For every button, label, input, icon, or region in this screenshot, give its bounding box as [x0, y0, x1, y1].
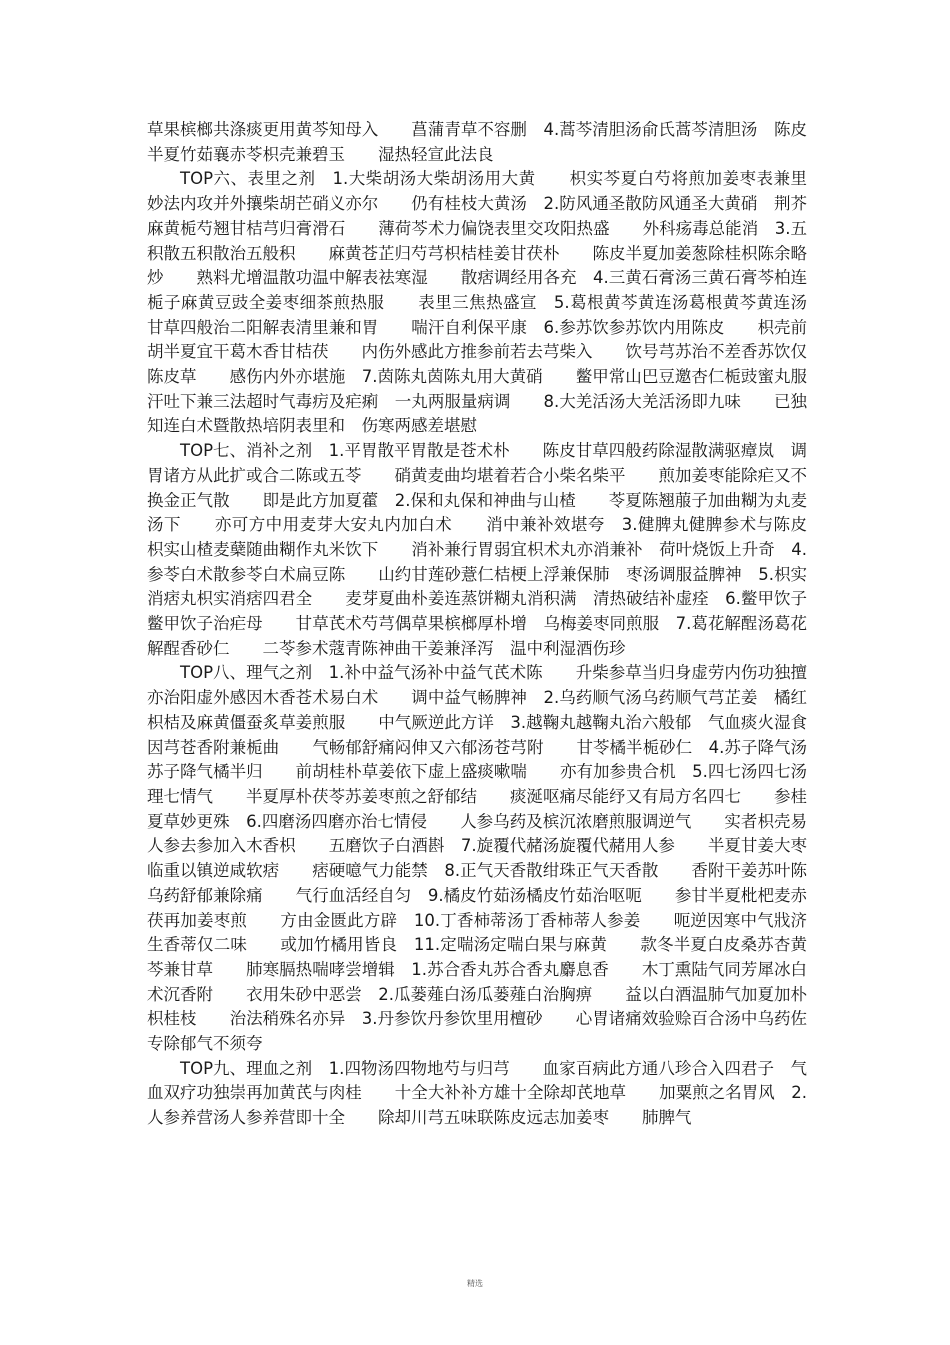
paragraph: TOP六、表里之剂 1.大柴胡汤大柴胡汤用大黄 枳实芩夏白芍将煎加姜枣表兼里 妙法内攻并外攘柴胡芒硝义亦尔 仍有桂枝大黄汤 2.防风通圣散防风通圣大黄硝 荆芥麻黄栀芍翘甘桔芎归膏滑石 薄荷芩术力偏饶表里交攻阳热盛 外科疡毒总能消 3.五积散五积散治五般积 麻黄苍芷归芍芎枳桔桂姜甘茯朴 陈皮半夏加姜葱除桂枳陈余略炒 熟料尤增温散功温中解表祛寒湿 散痞调经用各充 4.三黄石膏汤三黄石膏芩柏连 栀子麻黄豆豉全姜枣细茶煎热服 表里三焦热盛宣 5.葛根黄芩黄连汤葛根黄芩黄连汤 甘草四般治二阳解表清里兼和胃 喘汗自利保平康 6.参苏饮参苏饮内用陈皮 枳壳前胡半夏宜干葛木香甘桔茯 内伤外感此方推参前若去芎柴入 饮号芎苏治不差香苏饮仅陈皮草 感伤内外亦堪施 7.茵陈丸茵陈丸用大黄硝 鳖甲常山巴豆邀杏仁栀豉蜜丸服 汗吐下兼三法超时气毒疠及疟痢 一丸两服量病调 8.大羌活汤大羌活汤即九味 已独知连白术暨散热培阴表里和 伤寒两感差堪慰	[147, 169, 840, 436]
paragraph: TOP八、理气之剂 1.补中益气汤补中益气芪术陈 升柴参草当归身虚劳内伤功独擅 亦治阳虚外感因木香苍术易白术 调中益气畅脾神 2.乌药顺气汤乌药顺气芎芷姜 橘红枳桔及麻黄僵蚕炙草姜煎服 中气厥逆此方详 3.越鞠丸越鞠丸治六般郁 气血痰火湿食因芎苍香附兼栀曲 气畅郁舒痛闷伸又六郁汤苍芎附 甘苓橘半栀砂仁 4.苏子降气汤苏子降气橘半归 前胡桂朴草姜依下虚上盛痰嗽喘 亦有加参贵合机 5.四七汤四七汤理七情气 半夏厚朴茯苓苏姜枣煎之舒郁结 痰涎呕痛尽能纾又有局方名四七 参桂夏草妙更殊 6.四磨汤四磨亦治七情侵 人参乌药及槟沉浓磨煎服调逆气 实者枳壳易人参去参加入木香枳 五磨饮子白酒斟 7.旋覆代赭汤旋覆代赭用人参 半夏甘姜大枣临重以镇逆咸软痞 痞硬噫气力能禁 8.正气天香散绀珠正气天香散 香附干姜苏叶陈乌药舒郁兼除痛 气行血活经自匀 9.橘皮竹茹汤橘皮竹茹治呕呃 参甘半夏枇杷麦赤茯再加姜枣煎 方由金匮此方辟 10.丁香柿蒂汤丁香柿蒂人参姜 呃逆因寒中气戕济生香蒂仅二味 或加竹橘用皆良 11.定喘汤定喘白果与麻黄 款冬半夏白皮桑苏杏黄芩兼甘草 肺寒膈热喘哮尝增辑 1.苏合香丸苏合香丸麝息香 木丁熏陆气同芳犀冰白术沉香附 衣用朱砂中恶尝 2.瓜蒌薤白汤瓜蒌薤白治胸痹 益以白酒温肺气加夏加朴枳桂枝 治法稍殊名亦异 3.丹参饮丹参饮里用檀砂 心胃诸痛效验赊百合汤中乌药佐 专除郁气不须夸	[147, 663, 840, 1054]
paragraph: TOP七、消补之剂 1.平胃散平胃散是苍术朴 陈皮甘草四般药除湿散满驱瘴岚 调胃诸方从此扩或合二陈或五苓 硝黄麦曲均堪着若合小柴名柴平 煎加姜枣能除疟又不换金正气散 即是此方加夏藿 2.保和丸保和神曲与山楂 苓夏陈翘菔子加曲糊为丸麦汤下 亦可方中用麦芽大安丸内加白术 消中兼补效堪夸 3.健脾丸健脾参术与陈皮 枳实山楂麦蘖随曲糊作丸米饮下 消补兼行胃弱宜枳术丸亦消兼补 荷叶烧饭上升奇 4.参苓白术散参苓白术扁豆陈 山约甘莲砂薏仁桔梗上浮兼保肺 枣汤调服益脾神 5.枳实消痞丸枳实消痞四君全 麦芽夏曲朴姜连蒸饼糊丸消积满 清热破结补虚痊 6.鳖甲饮子鳖甲饮子治疟母 甘草芪术芍芎偶草果槟榔厚朴增 乌梅姜枣同煎服 7.葛花解酲汤葛花解酲香砂仁 二苓参术蔻青陈神曲干姜兼泽泻 温中利湿酒伤珍	[147, 441, 840, 658]
paragraph: TOP九、理血之剂 1.四物汤四物地芍与归芎 血家百病此方通八珍合入四君子 气血双疗功独崇再加黄芪与肉桂 十全大补补方雄十全除却芪地草 加粟煎之名胃风 2.人参养营汤人参养营即十全 除却川芎五味联陈皮远志加姜枣 肺脾气	[147, 1058, 807, 1128]
page-footer: 精选	[467, 1279, 483, 1288]
document-body	[147, 118, 840, 1131]
paragraph: 草果槟榔共涤痰更用黄芩知母入 菖蒲青草不容删 4.蒿芩清胆汤俞氏蒿芩清胆汤 陈皮半夏竹茹襄赤苓枳壳兼碧玉 湿热轻宣此法良	[147, 120, 807, 164]
